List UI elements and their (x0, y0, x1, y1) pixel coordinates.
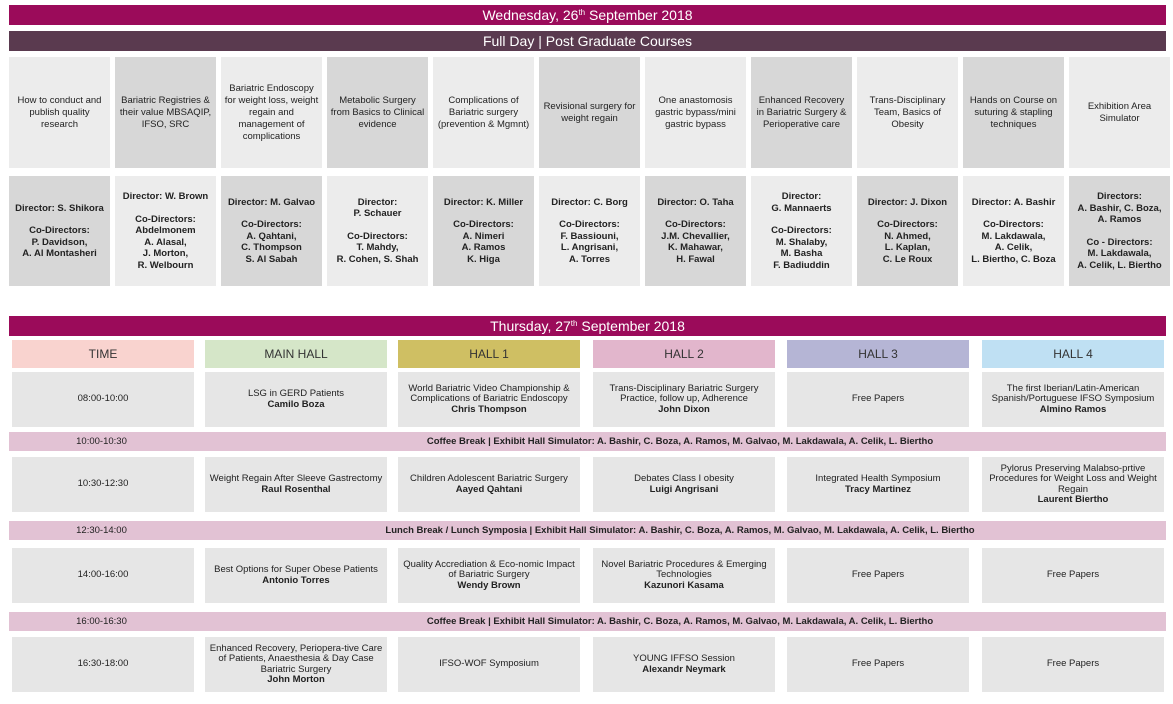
session-cell (787, 637, 969, 692)
course-title: Metabolic Surgery from Basics to Clinical evidence (330, 94, 425, 130)
session-cell (205, 637, 387, 692)
course-title-cell (857, 57, 958, 168)
co-directors-label: Co-Directors: (241, 219, 302, 231)
course-title-cell (751, 57, 852, 168)
time-cell (12, 637, 194, 692)
time-label: 10:30-12:30 (77, 478, 129, 490)
course-title: Exhibition Area Simulator (1087, 100, 1152, 124)
time-label: 14:00-16:00 (77, 569, 129, 581)
session-title: Free Papers (851, 658, 905, 670)
co-directors-label: Co-Directors: (983, 219, 1044, 231)
session-title: Trans-Disciplinary Bariatric Surgery Practice, follow up, Adherence (609, 382, 759, 405)
header-hall-2 (593, 340, 775, 368)
co-directors-label: Co-Directors: (453, 219, 514, 231)
header-hall-1 (398, 340, 580, 368)
course-title-cell (539, 57, 640, 168)
director-name: G. Mannaerts (771, 202, 832, 214)
co-director-name: M. Lakdawala, (981, 230, 1046, 242)
co-directors-label: Co - Directors: (1086, 236, 1153, 248)
session-speaker: Wendy Brown (457, 579, 521, 591)
course-titles-row (9, 57, 1170, 168)
co-director-name: T. Mahdy, (356, 242, 399, 254)
header-hall-3 (787, 340, 969, 368)
session-cell (205, 372, 387, 427)
session-title: Debates Class I obesity (634, 473, 734, 484)
header-hall-4-label: HALL 4 (1053, 347, 1093, 361)
course-title: Enhanced Recovery in Bariatric Surgery & Perioperative care (756, 94, 847, 130)
session-speaker: John Morton (267, 674, 325, 685)
session-speaker: Camilo Boza (267, 398, 325, 410)
break-simulator: Exhibit Hall Simulator: A. Bashir, C. Boza, A. Ramos, M. Galvao, M. Lakdawala, A. Celik, L. Biertho (532, 525, 975, 536)
session-title: Free Papers (1046, 569, 1100, 581)
break-label: Lunch Break / Lunch Symposia | (385, 525, 533, 536)
course-directors-cell (221, 176, 322, 286)
course-directors-cell (645, 176, 746, 286)
time-cell (12, 372, 194, 427)
co-directors-label: Co-Directors: (135, 213, 196, 225)
director-name: Director: (781, 191, 822, 202)
header-hall-3-label: HALL 3 (858, 347, 898, 361)
director-name: Director: O. Taha (657, 196, 734, 208)
co-director-name: Abdelmonem (135, 225, 196, 236)
session-title: Free Papers (851, 569, 905, 581)
course-title-cell (221, 57, 322, 168)
course-title-cell (645, 57, 746, 168)
session-speaker: Raul Rosenthal (261, 483, 331, 495)
break-details (194, 432, 1166, 451)
co-director-name: A. Nimeri (462, 230, 505, 242)
header-hall-2-label: HALL 2 (664, 347, 704, 361)
co-director-name: R. Cohen, S. Shah (336, 253, 419, 265)
director-name: Director: M. Galvao (227, 196, 316, 208)
co-director-name: M. Basha (780, 248, 823, 259)
course-title-cell (9, 57, 110, 168)
session-cell (982, 637, 1164, 692)
course-title: Trans-Disciplinary Team, Basics of Obesity (869, 94, 946, 130)
course-title-cell (963, 57, 1064, 168)
session-speaker: Laurent Biertho (1037, 494, 1109, 505)
co-directors-label: Co-Directors: (347, 230, 408, 242)
session-cell (398, 372, 580, 427)
session-speaker: Chris Thompson (451, 403, 527, 415)
break-simulator: Exhibit Hall Simulator: A. Bashir, C. Boza, A. Ramos, M. Galvao, M. Lakdawala, A. Celik, L. Biertho (490, 616, 934, 627)
course-title-cell (327, 57, 428, 168)
time-label: 16:30-18:00 (77, 658, 129, 670)
co-director-name: S. Al Sabah (245, 253, 298, 265)
co-director-name: A. Alasal, (144, 236, 187, 248)
break-time: 16:00-16:30 (76, 616, 127, 627)
co-directors-label: Co-Directors: (559, 219, 620, 231)
co-director-name: A. Qahtani, (246, 230, 297, 242)
course-title: Bariatric Endoscopy for weight loss, weight regain and management of complications (224, 82, 319, 142)
session-cell (982, 457, 1164, 512)
session-title: Integrated Health Symposium (815, 473, 941, 484)
session-cell (593, 457, 775, 512)
co-director-name: H. Fawal (676, 253, 715, 265)
session-title: YOUNG IFFSO Session (633, 653, 735, 664)
course-title-cell (433, 57, 534, 168)
course-directors-cell (327, 176, 428, 286)
session-speaker: John Dixon (658, 403, 710, 415)
session-title: Quality Accrediation & Eco-nomic Impact of Bariatric Surgery (403, 558, 575, 581)
time-cell (12, 548, 194, 603)
co-director-name: C. Thompson (241, 242, 302, 254)
session-speaker: Tracy Martinez (845, 483, 911, 495)
session-cell (398, 457, 580, 512)
session-cell (398, 637, 580, 692)
session-cell (787, 372, 969, 427)
session-title: LSG in GERD Patients (247, 388, 345, 399)
director-name: P. Schauer (353, 208, 402, 220)
full-day-courses-title: Full Day | Post Graduate Courses (482, 33, 693, 49)
session-speaker: Kazunori Kasama (644, 579, 724, 591)
session-title: Free Papers (851, 393, 905, 405)
session-cell (593, 548, 775, 603)
session-title: Novel Bariatric Procedures & Emerging Technologies (601, 558, 767, 581)
co-director-name: A. Ramos (461, 242, 506, 254)
session-speaker: Luigi Angrisani (649, 483, 719, 495)
session-cell (982, 372, 1164, 427)
co-director-name: A. Celik, L. Biertho (1077, 259, 1162, 271)
director-name: Director: S. Shikora (15, 202, 104, 214)
director-name: Directors: (1097, 191, 1142, 202)
course-directors-cell (9, 176, 110, 286)
session-title: Children Adolescent Bariatric Surgery (410, 473, 568, 484)
course-title: One anastomosis gastric bypass/mini gastric bypass (655, 94, 736, 130)
course-title: How to conduct and publish quality research (17, 94, 102, 130)
session-speaker: Aayed Qahtani (455, 483, 523, 495)
header-main-hall (205, 340, 387, 368)
co-director-name: A. Torres (568, 253, 610, 265)
co-director-name: J. Morton, (142, 248, 189, 259)
course-directors-cell (963, 176, 1064, 286)
course-title: Complications of Bariatric surgery (prevention & Mgmnt) (437, 94, 530, 130)
co-director-name: A. Celik, (994, 242, 1033, 254)
break-time: 12:30-14:00 (76, 525, 127, 536)
co-director-name: R. Welbourn (137, 259, 194, 271)
break-simulator: Exhibit Hall Simulator: A. Bashir, C. Boza, A. Ramos, M. Galvao, M. Lakdawala, A. Celik, L. Biertho (490, 436, 934, 447)
director-name: Director: C. Borg (551, 196, 628, 208)
session-cell (398, 548, 580, 603)
thursday-day-suffix: th (570, 319, 578, 328)
director-name: Director: (357, 196, 398, 208)
course-directors-cell (751, 176, 852, 286)
course-directors-cell (433, 176, 534, 286)
session-cell (787, 457, 969, 512)
course-directors-cell (857, 176, 958, 286)
session-cell (205, 457, 387, 512)
session-cell (593, 637, 775, 692)
director-name: A. Ramos (1097, 214, 1142, 225)
director-name: Director: J. Dixon (867, 196, 948, 208)
wednesday-month-year: September 2018 (585, 7, 693, 23)
thursday-month-year: September 2018 (577, 318, 685, 334)
header-hall-1-label: HALL 1 (469, 347, 509, 361)
time-label: 08:00-10:00 (77, 393, 129, 405)
co-directors-label: Co-Directors: (877, 219, 938, 231)
full-day-courses-bar (9, 31, 1166, 51)
course-title-cell (115, 57, 216, 168)
course-directors-cell (115, 176, 216, 286)
header-time (12, 340, 194, 368)
co-director-name: K. Higa (467, 253, 500, 265)
break-details (194, 612, 1166, 631)
header-time-label: TIME (88, 347, 118, 361)
course-directors-cell (1069, 176, 1170, 286)
course-title-cell (1069, 57, 1170, 168)
director-name: A. Bashir, C. Boza, (1077, 202, 1162, 214)
thursday-day: Thursday, 27 (490, 318, 571, 334)
session-speaker: Almino Ramos (1039, 403, 1107, 415)
course-title: Revisional surgery for weight regain (543, 100, 636, 124)
co-director-name: F. Badiuddin (773, 259, 830, 271)
co-directors-label: Co-Directors: (771, 225, 832, 236)
session-title: Weight Regain After Sleeve Gastrectomy (209, 473, 383, 484)
co-director-name: J.M. Chevallier, (661, 230, 730, 242)
session-title: IFSO-WOF Symposium (439, 658, 539, 670)
session-title: The first Iberian/Latin-American Spanish/Portuguese IFSO Symposium (991, 382, 1155, 405)
co-director-name: C. Le Roux (882, 253, 933, 265)
co-directors-label: Co-Directors: (665, 219, 726, 231)
break-details (194, 521, 1166, 540)
co-director-name: A. Al Montasheri (22, 248, 97, 259)
course-title: Bariatric Registries & their value MBSAQIP, IFSO, SRC (119, 94, 212, 130)
time-cell (12, 457, 194, 512)
session-cell (787, 548, 969, 603)
course-directors-row (9, 176, 1170, 286)
session-title: Enhanced Recovery, Periopera-tive Care of Patients, Anaesthesia & Day Case Bariatric Surgery (209, 642, 383, 675)
break-time: 10:00-10:30 (76, 436, 127, 447)
session-cell (593, 372, 775, 427)
session-speaker: Antonio Torres (262, 574, 330, 586)
course-directors-cell (539, 176, 640, 286)
course-title: Hands on Course on suturing & stapling techniques (969, 94, 1058, 130)
wednesday-day: Wednesday, 26 (482, 7, 579, 23)
session-speaker: Alexandr Neymark (642, 663, 726, 675)
lunch-break-row (9, 521, 1166, 540)
session-cell (982, 548, 1164, 603)
session-title: Pylorus Preserving Malabso-prtive Procedures for Weight Loss and Weight Regain (989, 462, 1157, 495)
co-director-name: L. Biertho, C. Boza (971, 253, 1056, 265)
co-director-name: P. Davidson, (31, 236, 88, 248)
director-name: Director: A. Bashir (971, 196, 1056, 208)
session-title: World Bariatric Video Championship & Complications of Bariatric Endoscopy (408, 382, 570, 405)
session-title: Free Papers (1046, 658, 1100, 670)
coffee-break-row (9, 612, 1166, 631)
header-main-hall-label: MAIN HALL (264, 347, 328, 361)
session-title: Best Options for Super Obese Patients (214, 564, 378, 575)
wednesday-date-bar (9, 5, 1166, 25)
session-cell (205, 548, 387, 603)
break-label: Coffee Break | (426, 436, 491, 447)
wednesday-day-suffix: th (578, 8, 586, 17)
break-label: Coffee Break | (426, 616, 491, 627)
director-name: Director: K. Miller (443, 196, 524, 208)
co-director-name: K. Mahawar, (668, 242, 723, 254)
coffee-break-row (9, 432, 1166, 451)
co-director-name: L. Kaplan, (884, 242, 931, 254)
director-name: Director: W. Brown (122, 191, 209, 202)
co-director-name: N. Ahmed, (884, 230, 931, 242)
co-director-name: F. Bassiouni, (560, 230, 619, 242)
header-hall-4 (982, 340, 1164, 368)
co-director-name: L. Angrisani, (560, 242, 619, 254)
co-directors-label: Co-Directors: (29, 225, 90, 236)
co-director-name: M. Lakdawala, (1087, 248, 1152, 259)
thursday-date-bar (9, 316, 1166, 336)
co-director-name: M. Shalaby, (775, 236, 828, 248)
